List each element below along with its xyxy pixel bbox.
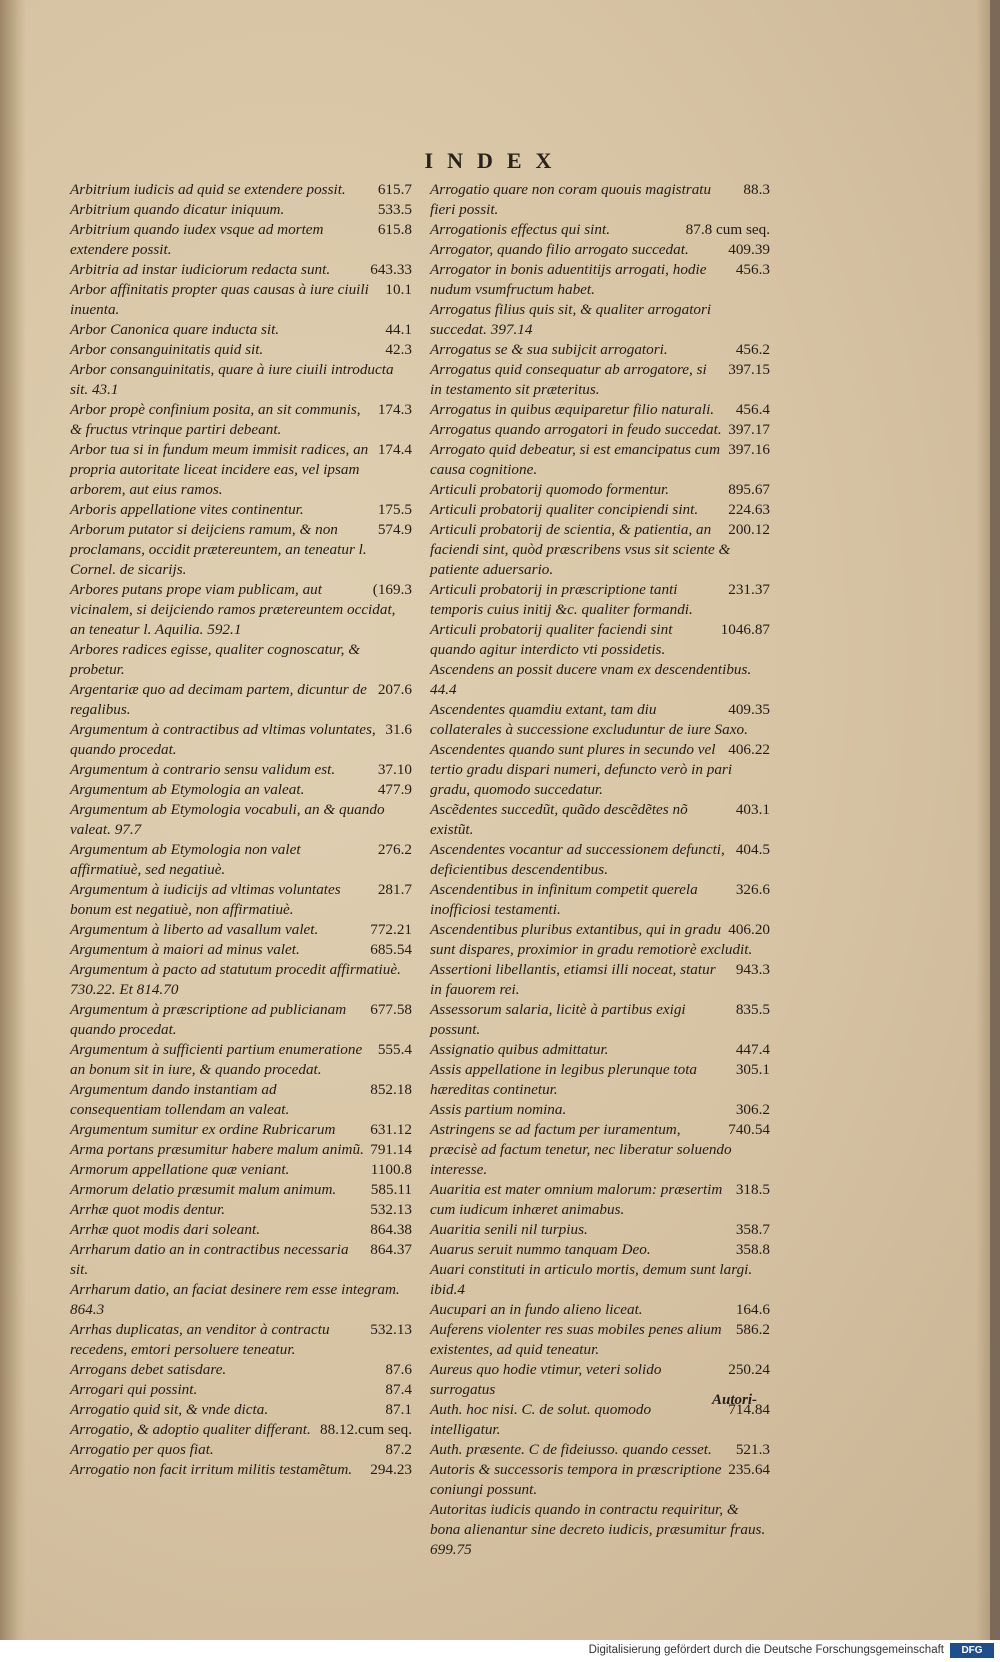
index-entry-page-ref: 852.18 [370, 1081, 412, 1098]
digitization-footer [0, 1640, 1000, 1662]
index-entry-text: Arboris appellatione vites continentur. [70, 501, 304, 518]
index-entry-text: Arrogari qui possint. [70, 1381, 198, 1398]
index-entry-page-ref: 1046.87 [720, 621, 770, 638]
index-entry-page-ref: 294.23 [370, 1461, 412, 1478]
index-entry [70, 960, 412, 1000]
index-entry-page-ref: 772.21 [370, 921, 412, 938]
index-entry-text: Assis partium nomina. [430, 1101, 567, 1118]
index-entry-page-ref: 521.3 [735, 1441, 770, 1458]
index-entry [70, 1380, 412, 1400]
index-entry-text: Argumentum ab Etymologia an valeat. [70, 781, 305, 798]
index-entry-page-ref: 615.7 [377, 181, 412, 198]
index-entry-text: Arrogatio quare non coram quouis magistratu fieri possit. [430, 181, 712, 218]
index-entry [430, 420, 770, 440]
index-entry [430, 260, 770, 300]
index-entry-text: Autoritas iudicis quando in contractu requiritur, & bona alienantur sine decreto iudicis, præsumitur fraus. 699.75 [430, 1501, 766, 1558]
index-entry-text: Arrogatus se & sua subijcit arrogatori. [430, 341, 668, 358]
index-entry-page-ref: 87.1 [385, 1401, 412, 1418]
index-entry-page-ref: 87.2 [385, 1441, 412, 1458]
index-entry [70, 400, 412, 440]
index-entry [70, 580, 412, 640]
index-entry [430, 1260, 770, 1300]
index-entry-text: Arbor Canonica quare inducta sit. [70, 321, 280, 338]
index-entry-text: Articuli probatorij de scientia, & patientia, an faciendi sint, quòd præscribens vsus sit sciente & patiente aduersario. [430, 521, 731, 578]
index-entry [70, 1040, 412, 1080]
index-entry [430, 340, 770, 360]
index-entry-text: Arrhæ quot modis dari soleant. [70, 1221, 261, 1238]
index-entry [430, 840, 770, 880]
page-edge [976, 0, 990, 1640]
index-entry-text: Arrogator, quando filio arrogato succedat. [430, 241, 689, 258]
index-entry [70, 1440, 412, 1460]
index-entry-page-ref: 1100.8 [370, 1161, 412, 1178]
index-entry-page-ref: 895.67 [728, 481, 770, 498]
index-entry-text: Articuli probatorij in præscriptione tanti temporis cuius initij &c. qualiter formandi. [430, 581, 693, 618]
index-entry-text: Auth. hoc nisi. C. de solut. quomodo intelligatur. [430, 1401, 652, 1438]
index-entry [70, 1200, 412, 1220]
index-entry-page-ref: 174.4 [377, 441, 412, 458]
index-entry-text: Arrogans debet satisdare. [70, 1361, 227, 1378]
index-entry [70, 360, 412, 400]
index-entry-page-ref: 456.4 [735, 401, 770, 418]
index-entry-text: Arma portans præsumitur habere malum animũ. [70, 1141, 364, 1158]
index-entry-page-ref: 864.37 [370, 1241, 412, 1258]
index-entry-page-ref: 88.3 [743, 181, 770, 198]
index-entry [430, 700, 770, 740]
index-entry [70, 840, 412, 880]
index-entry-text: Arrogator in bonis aduentitijs arrogati, hodie nudum vsumfructum habet. [430, 261, 707, 298]
index-entry [70, 880, 412, 920]
index-entry-text: Argumentum dando instantiam ad consequentiam tollendam an valeat. [70, 1081, 290, 1118]
index-entry [70, 260, 412, 280]
index-entry-page-ref: 276.2 [377, 841, 412, 858]
index-entry-page-ref: 406.20 [728, 921, 770, 938]
index-entry-text: Ascendentes quando sunt plures in secundo vel tertio gradu dispari numeri, defuncto verò in pari gradu, quomodo succedatur. [430, 741, 733, 798]
index-entry-page-ref: 397.17 [728, 421, 770, 438]
index-entry-page-ref: 585.11 [370, 1181, 412, 1198]
page-title: INDEX [424, 148, 566, 173]
index-entry [70, 180, 412, 200]
index-entry-page-ref: 403.1 [735, 801, 770, 818]
index-entry-page-ref: 456.3 [735, 261, 770, 278]
index-entry-text: Auaritia est mater omnium malorum: præsertim cum iudicum inhæret animabus. [430, 1181, 723, 1218]
index-entry [430, 1240, 770, 1260]
index-entry-page-ref: 397.15 [728, 361, 770, 378]
index-entry [430, 440, 770, 480]
index-entry-page-ref: 685.54 [370, 941, 412, 958]
index-entry [70, 280, 412, 320]
index-entry [70, 520, 412, 580]
dfg-logo-icon: DFG [950, 1643, 994, 1658]
index-entry [430, 1320, 770, 1360]
index-entry-page-ref: 791.14 [370, 1141, 412, 1158]
index-entry-text: Argumentum à præscriptione ad publicianam quando procedat. [70, 1001, 347, 1038]
index-entry-text: Argumentum à contractibus ad vltimas voluntates, quando procedat. [70, 721, 376, 758]
index-entry [430, 1500, 770, 1560]
index-entry [430, 360, 770, 400]
index-entry [70, 760, 412, 780]
index-entry [430, 660, 770, 700]
index-entry [430, 220, 770, 240]
index-entry [70, 440, 412, 500]
index-entry [70, 320, 412, 340]
index-entry-text: Ascendentibus in infinitum competit querela inofficiosi testamenti. [430, 881, 698, 918]
index-entry [70, 720, 412, 760]
index-entry-text: Arrogatio quid sit, & vnde dicta. [70, 1401, 269, 1418]
index-entry-page-ref: 164.6 [735, 1301, 770, 1318]
index-entry-page-ref: 87.6 [385, 1361, 412, 1378]
index-entry-text: Ascẽdentes succedũt, quãdo descẽdẽtes nõ existũt. [430, 801, 688, 838]
index-entry-page-ref: 87.8 cum seq. [685, 221, 770, 238]
index-entry-text: Auth. præsente. C de fideiusso. quando cesset. [430, 1441, 712, 1458]
index-entry-text: Arrogatus quando arrogatori in feudo succedat. [430, 421, 722, 438]
index-entry-page-ref: 305.1 [735, 1061, 770, 1078]
index-column-right [430, 180, 770, 1560]
index-entry-text: Argumentum à contrario sensu validum est. [70, 761, 336, 778]
index-entry [70, 1280, 412, 1320]
index-entry-text: Arrogatio, & adoptio qualiter differant. [70, 1421, 311, 1438]
index-entry-page-ref: 409.35 [728, 701, 770, 718]
index-entry-page-ref: 943.3 [735, 961, 770, 978]
index-entry-text: Aureus quo hodie vtimur, veteri solido surrogatus [430, 1361, 662, 1398]
index-entry-page-ref: 864.38 [370, 1221, 412, 1238]
index-entry-text: Arrogatus in quibus æquiparetur filio naturali. [430, 401, 715, 418]
index-entry [70, 1120, 412, 1140]
footer-credit: Digitalisierung gefördert durch die Deutsche Forschungsgemeinschaft [588, 1644, 944, 1656]
index-entry [70, 940, 412, 960]
index-entry [70, 1460, 412, 1480]
index-entry-text: Ascendens an possit ducere vnam ex descendentibus. 44.4 [430, 661, 752, 698]
index-entry [70, 920, 412, 940]
page-gutter [0, 0, 26, 1640]
index-entry [430, 880, 770, 920]
index-entry [70, 1400, 412, 1420]
index-entry [430, 1040, 770, 1060]
index-entry-text: Assis appellatione in legibus plerunque tota hæreditas continetur. [430, 1061, 698, 1098]
index-entry-page-ref: 87.4 [385, 1381, 412, 1398]
index-entry-text: Aucupari an in fundo alieno liceat. [430, 1301, 643, 1318]
index-entry-text: Ascendentes quamdiu extant, tam diu collaterales à successione excluduntur de iure Saxo. [430, 701, 748, 738]
index-entry-page-ref: 456.2 [735, 341, 770, 358]
index-entry-page-ref: 677.58 [370, 1001, 412, 1018]
index-entry-page-ref: 409.39 [728, 241, 770, 258]
index-entry [430, 960, 770, 1000]
index-entry-text: Armorum delatio præsumit malum animum. [70, 1181, 337, 1198]
index-entry [430, 1000, 770, 1040]
index-entry-text: Arbitria ad instar iudiciorum redacta sunt. [70, 261, 331, 278]
index-entry-page-ref: 10.1 [385, 281, 412, 298]
index-entry [430, 740, 770, 800]
index-entry-text: Argumentum ab Etymologia non valet affirmatiuè, sed negatiuè. [70, 841, 301, 878]
index-entry [430, 1180, 770, 1220]
index-entry [430, 1060, 770, 1100]
index-entry-text: Argumentum à maiori ad minus valet. [70, 941, 300, 958]
index-entry [70, 1140, 412, 1160]
index-entry-page-ref: 44.1 [385, 321, 412, 338]
index-entry-text: Articuli probatorij qualiter concipiendi sint. [430, 501, 699, 518]
index-entry-page-ref: 306.2 [735, 1101, 770, 1118]
index-entry-text: Arbores putans prope viam publicam, aut vicinalem, si deijciendo ramos prætereuntem occidat, an teneatur l. Aquilia. 592.1 [70, 581, 396, 638]
index-entry-page-ref: 318.5 [735, 1181, 770, 1198]
index-entry-page-ref: 574.9 [377, 521, 412, 538]
index-entry-page-ref: 37.10 [377, 761, 412, 778]
index-entry-page-ref: 555.4 [377, 1041, 412, 1058]
index-entry [70, 1000, 412, 1040]
index-entry [430, 1120, 770, 1180]
index-entry-page-ref: 532.13 [370, 1321, 412, 1338]
index-entry [70, 500, 412, 520]
index-entry-page-ref: 586.2 [735, 1321, 770, 1338]
index-entry-page-ref: 740.54 [728, 1121, 770, 1138]
index-entry-page-ref: 88.12.cum seq. [320, 1421, 412, 1438]
index-entry-text: Arbor consanguinitatis, quare à iure ciuili introducta sit. 43.1 [70, 361, 394, 398]
index-entry-page-ref: 643.33 [370, 261, 412, 278]
index-entry [430, 1300, 770, 1320]
index-entry-text: Articuli probatorij quomodo formentur. [430, 481, 670, 498]
index-entry-page-ref: 175.5 [377, 501, 412, 518]
index-entry [70, 1240, 412, 1280]
index-entry-text: Ascendentes vocantur ad successionem defuncti, deficientibus descendentibus. [430, 841, 725, 878]
index-entry-page-ref: 404.5 [735, 841, 770, 858]
index-entry [70, 680, 412, 720]
index-entry-page-ref: (169.3 [372, 581, 412, 598]
index-entry-text: Auaritia senili nil turpius. [430, 1221, 588, 1238]
index-entry-page-ref: 532.13 [370, 1201, 412, 1218]
index-entry-text: Argentariæ quo ad decimam partem, dicuntur de regalibus. [70, 681, 367, 718]
index-entry [70, 220, 412, 260]
index-entry-text: Arbor propè confinium posita, an sit communis, & fructus vtrinque partiri debeant. [70, 401, 361, 438]
index-entry-text: Arrogatus quid consequatur ab arrogatore, si in testamento sit præteritus. [430, 361, 707, 398]
index-entry-text: Argumentum à sufficienti partium enumeratione an bonum sit in iure, & quando procedat. [70, 1041, 363, 1078]
index-entry [430, 1100, 770, 1120]
index-entry [70, 1080, 412, 1120]
index-entry-text: Arrogatio non facit irritum militis testamẽtum. [70, 1461, 353, 1478]
index-entry-text: Arrogatio per quos fiat. [70, 1441, 214, 1458]
index-entry [430, 180, 770, 220]
index-entry-text: Arbor affinitatis propter quas causas à iure ciuili inuenta. [70, 281, 369, 318]
index-entry-page-ref: 250.24 [728, 1361, 770, 1378]
index-entry-text: Ascendentibus pluribus extantibus, qui in gradu sunt dispares, proximior in gradu remotiorè excludit. [430, 921, 753, 958]
index-entry-text: Autoris & successoris tempora in præscriptione coniungi possunt. [430, 1461, 722, 1498]
index-entry-text: Argumentum à pacto ad statutum procedit affirmatiuè. 730.22. Et 814.70 [70, 961, 401, 998]
index-entry-page-ref: 235.64 [728, 1461, 770, 1478]
index-entry [430, 1440, 770, 1460]
index-entry [430, 480, 770, 500]
index-entry-text: Arrhas duplicatas, an venditor à contractu recedens, emtori persoluere teneatur. [70, 1321, 330, 1358]
index-entry-page-ref: 31.6 [385, 721, 412, 738]
index-entry [70, 1180, 412, 1200]
index-entry [430, 240, 770, 260]
index-entry [70, 1420, 412, 1440]
index-column-left [70, 180, 412, 1480]
index-entry [430, 620, 770, 660]
index-entry-text: Arrharum datio, an faciat desinere rem esse integram. 864.3 [70, 1281, 400, 1318]
index-entry-text: Argumentum à iudicijs ad vltimas voluntates bonum est negatiuè, non affirmatiuè. [70, 881, 341, 918]
index-entry-text: Arbitrium quando dicatur iniquum. [70, 201, 285, 218]
index-entry-page-ref: 231.37 [728, 581, 770, 598]
index-entry-page-ref: 477.9 [377, 781, 412, 798]
index-entry-page-ref: 835.5 [735, 1001, 770, 1018]
index-entry-text: Arrogationis effectus qui sint. [430, 221, 610, 238]
index-entry-text: Arrharum datio an in contractibus necessaria sit. [70, 1241, 349, 1278]
index-entry [70, 1160, 412, 1180]
index-entry [430, 300, 770, 340]
index-entry-text: Arrogatus filius quis sit, & qualiter arrogatori succedat. 397.14 [430, 301, 712, 338]
index-entry-text: Arborum putator si deijciens ramum, & non proclamans, occidit prætereuntem, an teneatur l. Cornel. de sicarijs. [70, 521, 367, 578]
index-entry-text: Arbores radices egisse, qualiter cognoscatur, & probetur. [70, 641, 361, 678]
index-entry-page-ref: 358.8 [735, 1241, 770, 1258]
index-entry-text: Articuli probatorij qualiter faciendi sint quando agitur interdicto vti possidetis. [430, 621, 673, 658]
index-entry-text: Assignatio quibus admittatur. [430, 1041, 609, 1058]
index-entry-text: Armorum appellatione quæ veniant. [70, 1161, 290, 1178]
index-entry [430, 1460, 770, 1500]
index-entry-text: Auari constituti in articulo mortis, demum sunt largi. ibid.4 [430, 1261, 753, 1298]
index-entry [430, 400, 770, 420]
index-entry-page-ref: 533.5 [377, 201, 412, 218]
index-entry-page-ref: 224.63 [728, 501, 770, 518]
index-entry-page-ref: 174.3 [377, 401, 412, 418]
index-entry-text: Argumentum ab Etymologia vocabuli, an & quando valeat. 97.7 [70, 801, 385, 838]
index-entry [430, 920, 770, 960]
index-entry [430, 1220, 770, 1240]
index-entry-text: Arrhæ quot modis dentur. [70, 1201, 225, 1218]
index-entry [70, 1220, 412, 1240]
index-entry-text: Auarus seruit nummo tanquam Deo. [430, 1241, 651, 1258]
index-entry-text: Arbor tua si in fundum meum immisit radices, an propria autoritate liceat incidere eas, vel ipsam arborem, aut eius ramos. [70, 441, 369, 498]
index-entry [430, 800, 770, 840]
index-entry [430, 520, 770, 580]
index-entry-page-ref: 447.4 [735, 1041, 770, 1058]
index-entry-text: Assertioni libellantis, etiamsi illi noceat, statur in fauorem rei. [430, 961, 716, 998]
index-entry-page-ref: 281.7 [377, 881, 412, 898]
index-entry-text: Arbitrium quando iudex vsque ad mortem extendere possit. [70, 221, 324, 258]
catchword: Autori- [712, 1392, 758, 1408]
index-entry-text: Assessorum salaria, licitè à partibus exigi possunt. [430, 1001, 686, 1038]
index-entry-text: Argumentum sumitur ex ordine Rubricarum [70, 1121, 336, 1138]
index-entry [430, 500, 770, 520]
index-entry-text: Auferens violenter res suas mobiles penes alium existentes, ad quid teneatur. [430, 1321, 722, 1358]
index-entry [70, 200, 412, 220]
index-entry-page-ref: 406.22 [728, 741, 770, 758]
index-entry-page-ref: 397.16 [728, 441, 770, 458]
index-entry-page-ref: 615.8 [377, 221, 412, 238]
index-entry [70, 1360, 412, 1380]
index-entry-text: Arbor consanguinitatis quid sit. [70, 341, 264, 358]
index-entry [70, 800, 412, 840]
index-entry [430, 580, 770, 620]
index-entry-page-ref: 631.12 [370, 1121, 412, 1138]
index-entry-text: Arbitrium iudicis ad quid se extendere possit. [70, 181, 346, 198]
index-entry-text: Argumentum à liberto ad vasallum valet. [70, 921, 319, 938]
index-entry [70, 640, 412, 680]
index-entry [70, 780, 412, 800]
index-entry-page-ref: 200.12 [728, 521, 770, 538]
index-entry-page-ref: 207.6 [377, 681, 412, 698]
index-entry-text: Astringens se ad factum per iuramentum, præcisè ad factum tenetur, nec liberatur soluendo interesse. [430, 1121, 732, 1178]
index-entry [70, 1320, 412, 1360]
index-entry-page-ref: 358.7 [735, 1221, 770, 1238]
index-entry [70, 340, 412, 360]
index-entry-text: Arrogato quid debeatur, si est emancipatus cum causa cognitione. [430, 441, 721, 478]
index-entry-page-ref: 714.84 [728, 1401, 770, 1418]
index-entry-page-ref: 326.6 [735, 881, 770, 898]
index-entry-page-ref: 42.3 [385, 341, 412, 358]
